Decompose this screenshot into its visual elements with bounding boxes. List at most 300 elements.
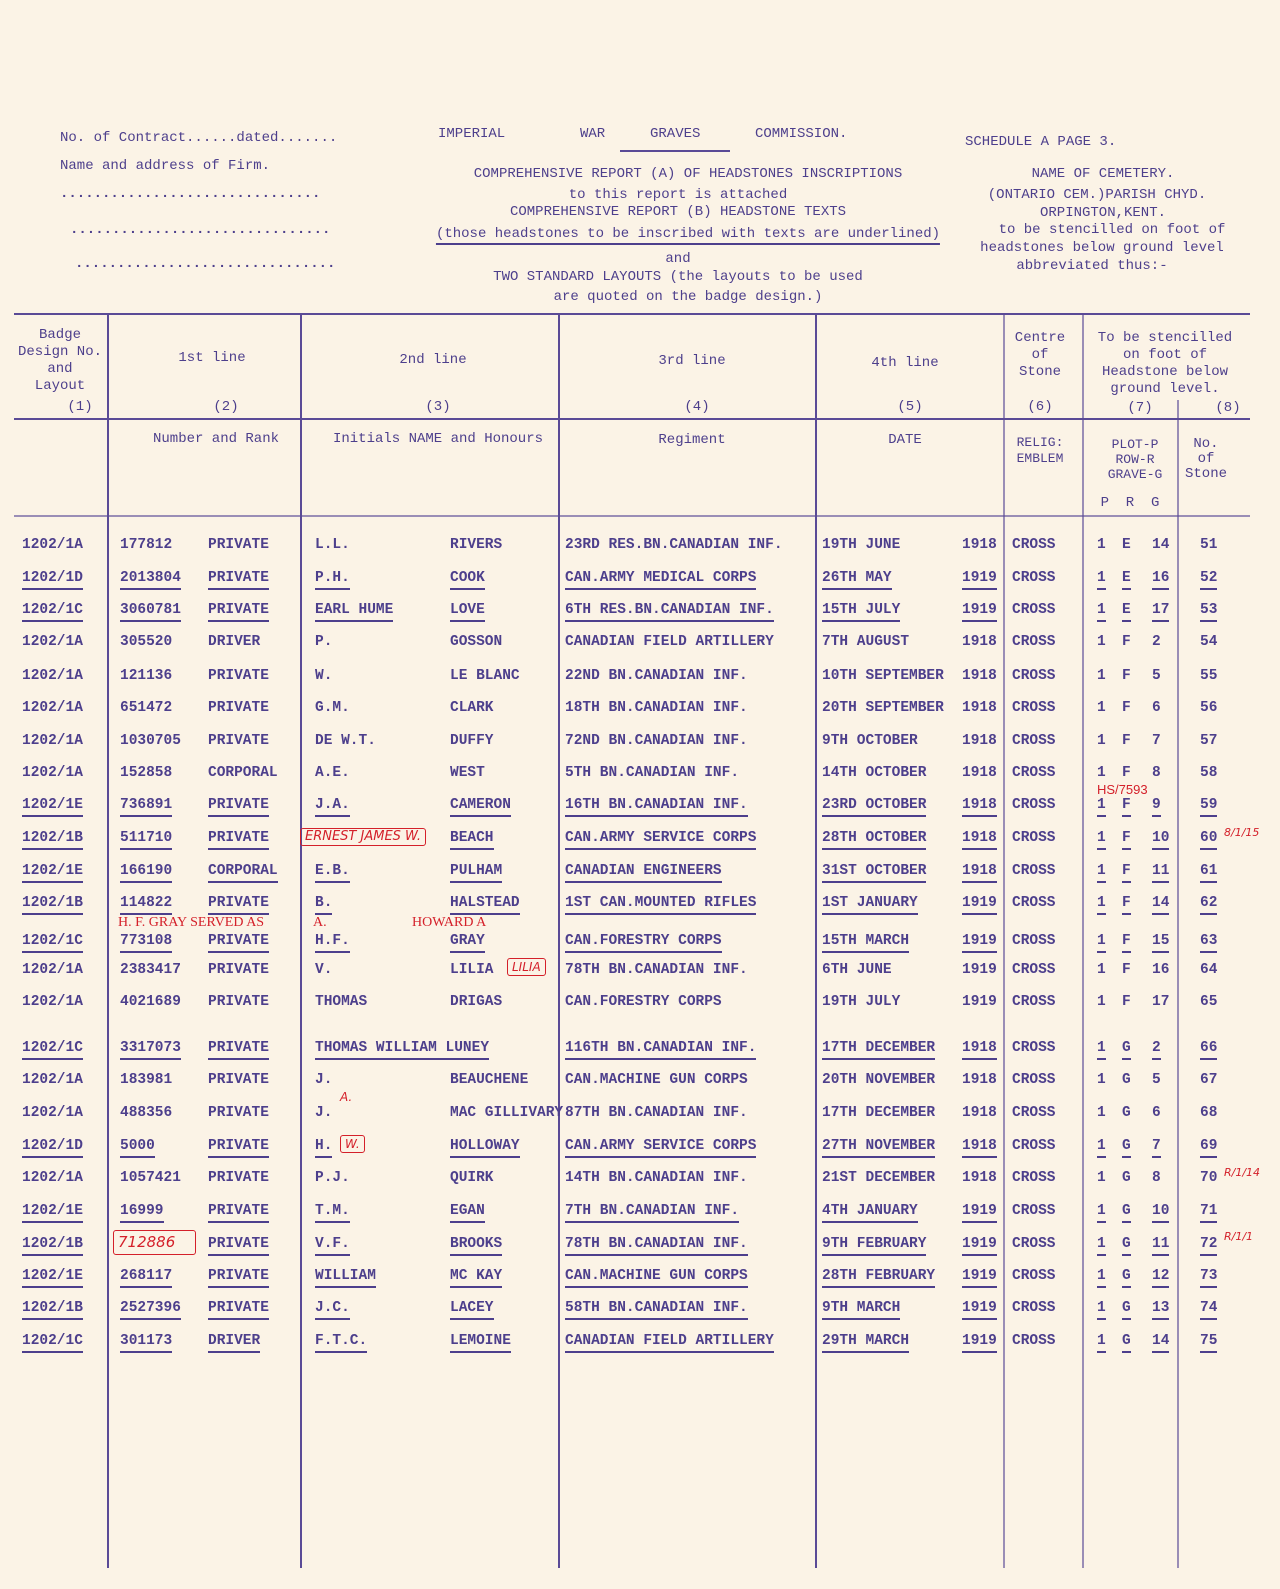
cell-r: G [1122, 1300, 1131, 1320]
cell-g: 6 [1152, 1105, 1161, 1121]
cell-rank: PRIVATE [208, 1236, 269, 1256]
cell-badge: 1202/1A [22, 668, 83, 684]
cell-year: 1919 [962, 962, 997, 978]
cell-reg: 87TH BN.CANADIAN INF. [565, 1105, 748, 1121]
cell-name: QUIRK [450, 1170, 494, 1186]
cell-num: 4021689 [120, 994, 181, 1010]
annotation-macgillivary-a: A. [340, 1090, 353, 1104]
col6-sub: RELIG: EMBLEM [1016, 435, 1064, 466]
cell-r: F [1122, 765, 1131, 781]
cell-p: 1 [1097, 797, 1106, 817]
cell-year: 1918 [962, 733, 997, 749]
cell-year: 1919 [962, 994, 997, 1010]
cell-rank: PRIVATE [208, 797, 269, 817]
cell-reg: CAN.FORESTRY CORPS [565, 933, 722, 953]
cell-emb: CROSS [1012, 733, 1056, 749]
table-row [0, 1138, 1280, 1158]
cell-rank: PRIVATE [208, 733, 269, 749]
cell-rank: PRIVATE [208, 1040, 269, 1060]
cell-init: J.A. [315, 797, 350, 817]
cell-init: WILLIAM [315, 1268, 376, 1288]
cell-p: 1 [1097, 994, 1106, 1010]
cell-rank: PRIVATE [208, 933, 269, 953]
cell-no: 72 [1200, 1236, 1217, 1256]
cell-reg: CAN.ARMY SERVICE CORPS [565, 830, 756, 850]
cell-badge: 1202/1A [22, 994, 83, 1010]
cell-r: G [1122, 1333, 1131, 1353]
table-row [0, 863, 1280, 883]
cell-rank: PRIVATE [208, 830, 269, 850]
cell-rank: PRIVATE [208, 602, 269, 622]
cell-num: 511710 [120, 830, 172, 850]
cell-year: 1919 [962, 570, 997, 590]
cell-num: 3060781 [120, 602, 181, 622]
cell-badge: 1202/1A [22, 962, 83, 978]
cell-emb: CROSS [1012, 933, 1056, 949]
cell-no: 71 [1200, 1203, 1217, 1223]
cell-p: 1 [1097, 537, 1106, 553]
table-row [0, 700, 1280, 720]
cell-r: F [1122, 668, 1131, 684]
report-a: COMPREHENSIVE REPORT (A) OF HEADSTONES INSCRIPTIONS [473, 166, 903, 182]
cell-num: 773108 [120, 933, 172, 953]
cell-r: F [1122, 797, 1131, 817]
cell-r: G [1122, 1268, 1131, 1288]
col8-number: (8) [1215, 400, 1241, 416]
cell-year: 1918 [962, 668, 997, 684]
annotation-margin-60: 8/1/15 [1224, 826, 1260, 839]
cell-p: 1 [1097, 962, 1106, 978]
cell-num: 736891 [120, 797, 172, 817]
cell-year: 1918 [962, 765, 997, 781]
cell-g: 2 [1152, 634, 1161, 650]
cell-p: 1 [1097, 700, 1106, 716]
cell-reg: CAN.FORESTRY CORPS [565, 994, 722, 1010]
firm-dots-3: ............................... [75, 256, 336, 272]
table-row [0, 1040, 1280, 1060]
cell-r: F [1122, 994, 1131, 1010]
cell-p: 1 [1097, 830, 1106, 850]
cell-init: V. [315, 962, 333, 978]
cell-year: 1919 [962, 1333, 997, 1353]
cell-reg: 16TH BN.CANADIAN INF. [565, 797, 748, 817]
cell-badge: 1202/1A [22, 634, 83, 650]
cell-emb: CROSS [1012, 1138, 1056, 1154]
cell-rank: PRIVATE [208, 570, 269, 590]
layouts-line-2: are quoted on the badge design.) [553, 289, 823, 305]
cell-badge: 1202/1C [22, 602, 83, 622]
cell-emb: CROSS [1012, 1072, 1056, 1088]
cell-g: 5 [1152, 668, 1161, 684]
table-row [0, 1105, 1280, 1125]
cell-emb: CROSS [1012, 1300, 1056, 1316]
cell-g: 14 [1152, 895, 1169, 915]
cell-r: G [1122, 1170, 1131, 1186]
cell-init: THOMAS WILLIAM LUNEY [315, 1040, 489, 1060]
cell-init: P.H. [315, 570, 350, 590]
cell-name: CLARK [450, 700, 494, 716]
cell-g: 7 [1152, 733, 1161, 749]
cell-emb: CROSS [1012, 1268, 1056, 1284]
cell-year: 1918 [962, 863, 997, 883]
cell-p: 1 [1097, 1236, 1106, 1256]
cell-r: G [1122, 1236, 1131, 1256]
cell-day: 21ST DECEMBER [822, 1170, 936, 1186]
firm-dots-1: ............................... [60, 186, 321, 202]
cell-rank: PRIVATE [208, 668, 269, 684]
cemetery-place: ORPINGTON,KENT. [1039, 205, 1167, 221]
cell-init: DE W.T. [315, 733, 376, 749]
cell-r: F [1122, 700, 1131, 716]
cell-reg: 14TH BN.CANADIAN INF. [565, 1170, 748, 1186]
cell-name: LILIA [450, 962, 494, 978]
cell-init: H.F. [315, 933, 350, 953]
cell-no: 53 [1200, 602, 1217, 622]
cell-num: 2383417 [120, 962, 181, 978]
cell-emb: CROSS [1012, 537, 1056, 553]
cell-p: 1 [1097, 1333, 1106, 1353]
stencil-note-2: headstones below ground level [980, 240, 1224, 256]
stencil-note-3: abbreviated thus:- [1016, 258, 1168, 274]
cell-g: 15 [1152, 933, 1169, 953]
and-text: and [665, 251, 691, 267]
cell-no: 61 [1200, 863, 1217, 883]
annotation-ernest: ERNEST JAMES W. [300, 828, 426, 846]
cell-emb: CROSS [1012, 1105, 1056, 1121]
cell-name: HOLLOWAY [450, 1138, 520, 1158]
col2-header: 1st line [178, 350, 246, 366]
cell-emb: CROSS [1012, 863, 1056, 879]
cell-no: 67 [1200, 1072, 1218, 1088]
cell-reg: CAN.MACHINE GUN CORPS [565, 1072, 748, 1088]
table-row [0, 765, 1280, 785]
cell-name: LEMOINE [450, 1333, 511, 1353]
cell-r: F [1122, 962, 1131, 978]
cell-g: 9 [1152, 797, 1161, 817]
cell-rank: CORPORAL [208, 765, 278, 781]
cell-num: 301173 [120, 1333, 172, 1353]
col7-prg: P R G [1100, 495, 1160, 511]
cell-rank: PRIVATE [208, 1138, 269, 1158]
cell-no: 56 [1200, 700, 1218, 716]
cell-name: HALSTEAD [450, 895, 520, 915]
cell-badge: 1202/1A [22, 1170, 83, 1186]
cell-init: J. [315, 1105, 333, 1121]
table-row [0, 668, 1280, 688]
table-row [0, 634, 1280, 654]
cell-r: G [1122, 1040, 1131, 1060]
cell-no: 57 [1200, 733, 1218, 749]
cell-name: MAC GILLIVARY [450, 1105, 564, 1121]
cell-day: 19TH JUNE [822, 537, 901, 553]
table-row [0, 1203, 1280, 1223]
cell-init: T.M. [315, 1203, 350, 1223]
cell-day: 14TH OCTOBER [822, 765, 927, 781]
cell-day: 28TH OCTOBER [822, 830, 926, 850]
table-row [0, 962, 1280, 982]
cell-no: 52 [1200, 570, 1217, 590]
cell-day: 29TH MARCH [822, 1333, 909, 1353]
schedule-page: SCHEDULE A PAGE 3. [965, 134, 1117, 150]
cell-badge: 1202/1A [22, 537, 83, 553]
cell-r: G [1122, 1138, 1131, 1158]
cell-p: 1 [1097, 933, 1106, 953]
col5-number: (5) [897, 399, 923, 415]
cell-day: 27TH NOVEMBER [822, 1138, 935, 1158]
cell-g: 14 [1152, 1333, 1169, 1353]
table-row [0, 1268, 1280, 1288]
cell-name: PULHAM [450, 863, 502, 883]
cell-day: 20TH SEPTEMBER [822, 700, 944, 716]
cell-rank: PRIVATE [208, 1105, 269, 1121]
cell-num: 5000 [120, 1138, 155, 1158]
cell-reg: 7TH BN.CANADIAN INF. [565, 1203, 739, 1223]
cell-init: EARL HUME [315, 602, 393, 622]
cell-reg: 23RD RES.BN.CANADIAN INF. [565, 537, 783, 553]
cell-p: 1 [1097, 1300, 1106, 1320]
cell-no: 54 [1200, 634, 1218, 650]
cell-init: L.L. [315, 537, 350, 553]
col6-header: Centre of Stone [1014, 330, 1066, 380]
col2-number: (2) [213, 399, 239, 415]
cell-no: 74 [1200, 1300, 1217, 1320]
cell-r: F [1122, 863, 1131, 883]
cell-reg: 6TH RES.BN.CANADIAN INF. [565, 602, 774, 622]
col7-number: (7) [1127, 400, 1153, 416]
table-top-rule [14, 313, 1250, 315]
cell-badge: 1202/1A [22, 1072, 83, 1088]
table-row [0, 797, 1280, 817]
table-row [0, 602, 1280, 622]
cell-init: P.J. [315, 1170, 350, 1186]
col3-header: 2nd line [399, 352, 467, 368]
cell-day: 9TH MARCH [822, 1300, 900, 1320]
col1-header: Badge Design No. and Layout [17, 327, 103, 394]
annotation-holloway-w: W. [340, 1135, 365, 1153]
cell-badge: 1202/1A [22, 765, 83, 781]
title-word-1: IMPERIAL [438, 126, 506, 142]
title-word-3: GRAVES [650, 126, 701, 142]
cell-reg: 18TH BN.CANADIAN INF. [565, 700, 748, 716]
cell-day: 19TH JULY [822, 994, 901, 1010]
cell-p: 1 [1097, 1203, 1106, 1223]
cell-num: 2013804 [120, 570, 181, 590]
cell-emb: CROSS [1012, 1170, 1056, 1186]
cell-num: 651472 [120, 700, 173, 716]
cell-r: F [1122, 933, 1131, 953]
cell-no: 58 [1200, 765, 1218, 781]
table-row [0, 994, 1280, 1014]
cell-p: 1 [1097, 1105, 1106, 1121]
cell-year: 1918 [962, 634, 997, 650]
cell-no: 63 [1200, 933, 1217, 953]
cell-num: 183981 [120, 1072, 173, 1088]
cell-init: J.C. [315, 1300, 350, 1320]
cell-emb: CROSS [1012, 994, 1056, 1010]
cemetery-name: (ONTARIO CEM.)PARISH CHYD. [987, 187, 1207, 203]
cell-day: 9TH FEBRUARY [822, 1236, 926, 1256]
cell-year: 1918 [962, 1105, 997, 1121]
cell-year: 1918 [962, 797, 997, 817]
table-row [0, 1170, 1280, 1190]
cell-p: 1 [1097, 895, 1106, 915]
cell-r: G [1122, 1105, 1131, 1121]
cell-year: 1919 [962, 1203, 997, 1223]
cell-emb: CROSS [1012, 1333, 1056, 1349]
cell-name: BEAUCHENE [450, 1072, 529, 1088]
cell-num: 1030705 [120, 733, 181, 749]
cell-no: 68 [1200, 1105, 1218, 1121]
table-row [0, 570, 1280, 590]
cell-no: 73 [1200, 1268, 1217, 1288]
cell-p: 1 [1097, 1072, 1106, 1088]
annotation-margin-70: R/1/14 [1224, 1166, 1261, 1179]
cell-badge: 1202/1D [22, 570, 83, 590]
cell-badge: 1202/1A [22, 700, 83, 716]
cell-init: THOMAS [315, 994, 368, 1010]
report-b: COMPREHENSIVE REPORT (B) HEADSTONE TEXTS [509, 204, 847, 220]
cell-reg: 116TH BN.CANADIAN INF. [565, 1040, 756, 1060]
cell-num: 177812 [120, 537, 173, 553]
cell-init: E.B. [315, 863, 350, 883]
cell-badge: 1202/1E [22, 797, 83, 817]
cell-num: 121136 [120, 668, 173, 684]
layouts-line-1: TWO STANDARD LAYOUTS (the layouts to be used [493, 269, 863, 285]
cell-badge: 1202/1A [22, 1105, 83, 1121]
table-row [0, 1333, 1280, 1353]
cell-num: 16999 [120, 1203, 164, 1223]
cell-g: 12 [1152, 1268, 1169, 1288]
cell-year: 1919 [962, 933, 997, 953]
cell-badge: 1202/1A [22, 733, 83, 749]
cell-reg: 72ND BN.CANADIAN INF. [565, 733, 748, 749]
cell-day: 6TH JUNE [822, 962, 892, 978]
col3-number: (3) [425, 399, 451, 415]
cell-rank: CORPORAL [208, 863, 278, 883]
cell-emb: CROSS [1012, 797, 1056, 813]
cell-emb: CROSS [1012, 602, 1056, 618]
cell-p: 1 [1097, 1268, 1106, 1288]
cell-r: F [1122, 830, 1131, 850]
cell-emb: CROSS [1012, 1236, 1056, 1252]
cell-name: EGAN [450, 1203, 485, 1223]
cell-g: 13 [1152, 1300, 1169, 1320]
cell-rank: PRIVATE [208, 962, 269, 978]
cell-name: COOK [450, 570, 485, 590]
cell-day: 4TH JANUARY [822, 1203, 918, 1223]
cell-badge: 1202/1B [22, 1236, 83, 1256]
cell-day: 20TH NOVEMBER [822, 1072, 936, 1088]
cell-p: 1 [1097, 668, 1106, 684]
cell-year: 1919 [962, 1236, 997, 1256]
cell-badge: 1202/1B [22, 1300, 83, 1320]
contract-line: No. of Contract......dated....... [60, 130, 338, 146]
cell-badge: 1202/1B [22, 830, 83, 850]
cell-no: 60 [1200, 830, 1217, 850]
cell-r: G [1122, 1203, 1131, 1223]
cell-reg: 78TH BN.CANADIAN INF. [565, 962, 748, 978]
cell-g: 10 [1152, 1203, 1169, 1223]
cell-badge: 1202/1E [22, 1203, 83, 1223]
table-row [0, 1072, 1280, 1092]
title-rule [620, 150, 730, 152]
cell-year: 1919 [962, 1300, 997, 1320]
cell-p: 1 [1097, 863, 1106, 883]
cell-emb: CROSS [1012, 895, 1056, 911]
cell-day: 9TH OCTOBER [822, 733, 918, 749]
cell-name: GRAY [450, 933, 485, 953]
cell-rank: PRIVATE [208, 1072, 269, 1088]
cell-no: 64 [1200, 962, 1218, 978]
cemetery-label: NAME OF CEMETERY. [1031, 166, 1175, 182]
table-row [0, 1300, 1280, 1320]
cell-init: A.E. [315, 765, 350, 781]
cell-reg: CANADIAN FIELD ARTILLERY [565, 1333, 774, 1353]
cell-day: 31ST OCTOBER [822, 863, 926, 883]
cell-rank: PRIVATE [208, 1268, 269, 1288]
cell-r: E [1122, 602, 1131, 622]
cell-day: 28TH FEBRUARY [822, 1268, 935, 1288]
cell-rank: PRIVATE [208, 700, 269, 716]
table-row [0, 537, 1280, 557]
cell-g: 16 [1152, 570, 1169, 590]
cell-p: 1 [1097, 1170, 1106, 1186]
cell-g: 8 [1152, 765, 1161, 781]
cell-num: 305520 [120, 634, 173, 650]
cell-r: E [1122, 537, 1131, 553]
firm-dots-2: ............................... [70, 222, 331, 238]
cell-day: 10TH SEPTEMBER [822, 668, 944, 684]
cell-no: 62 [1200, 895, 1217, 915]
annotation-howard: HOWARD A [412, 915, 487, 930]
cell-name: LE BLANC [450, 668, 520, 684]
col4-header: 3rd line [658, 353, 726, 369]
annotation-gray-note: H. F. GRAY SERVED AS [118, 915, 265, 930]
annotation-brooks-number: 712886 [113, 1230, 196, 1255]
cell-p: 1 [1097, 602, 1106, 622]
annotation-margin-72: R/1/1 [1224, 1230, 1254, 1243]
cell-no: 69 [1200, 1138, 1217, 1158]
underlined-note: (those headstones to be inscribed with texts are underlined) [436, 226, 940, 245]
cell-g: 11 [1152, 1236, 1169, 1256]
table-row [0, 933, 1280, 953]
cell-emb: CROSS [1012, 830, 1056, 846]
cell-badge: 1202/1C [22, 933, 83, 953]
col7-header: To be stencilled on foot of Headstone below ground level. [1097, 330, 1233, 397]
cell-p: 1 [1097, 765, 1106, 781]
cell-reg: 5TH BN.CANADIAN INF. [565, 765, 740, 781]
cell-name: MC KAY [450, 1268, 502, 1288]
cell-reg: 78TH BN.CANADIAN INF. [565, 1236, 748, 1256]
col5-sub: DATE [888, 432, 922, 448]
cell-year: 1919 [962, 895, 997, 915]
cell-p: 1 [1097, 1138, 1106, 1158]
table-row [0, 830, 1280, 850]
cell-num: 3317073 [120, 1040, 181, 1060]
annotation-gray-a: A. [313, 915, 327, 930]
col3-sub: Initials NAME and Honours [332, 431, 544, 447]
annotation-hs: HS/7593 [1097, 782, 1148, 797]
cell-reg: CANADIAN FIELD ARTILLERY [565, 634, 774, 650]
cell-init: J. [315, 1072, 333, 1088]
cell-rank: PRIVATE [208, 1300, 269, 1320]
cell-badge: 1202/1B [22, 895, 83, 915]
cell-name: WEST [450, 765, 485, 781]
cell-year: 1919 [962, 602, 997, 622]
cell-rank: PRIVATE [208, 1203, 269, 1223]
cell-r: G [1122, 1072, 1131, 1088]
cell-emb: CROSS [1012, 570, 1056, 586]
